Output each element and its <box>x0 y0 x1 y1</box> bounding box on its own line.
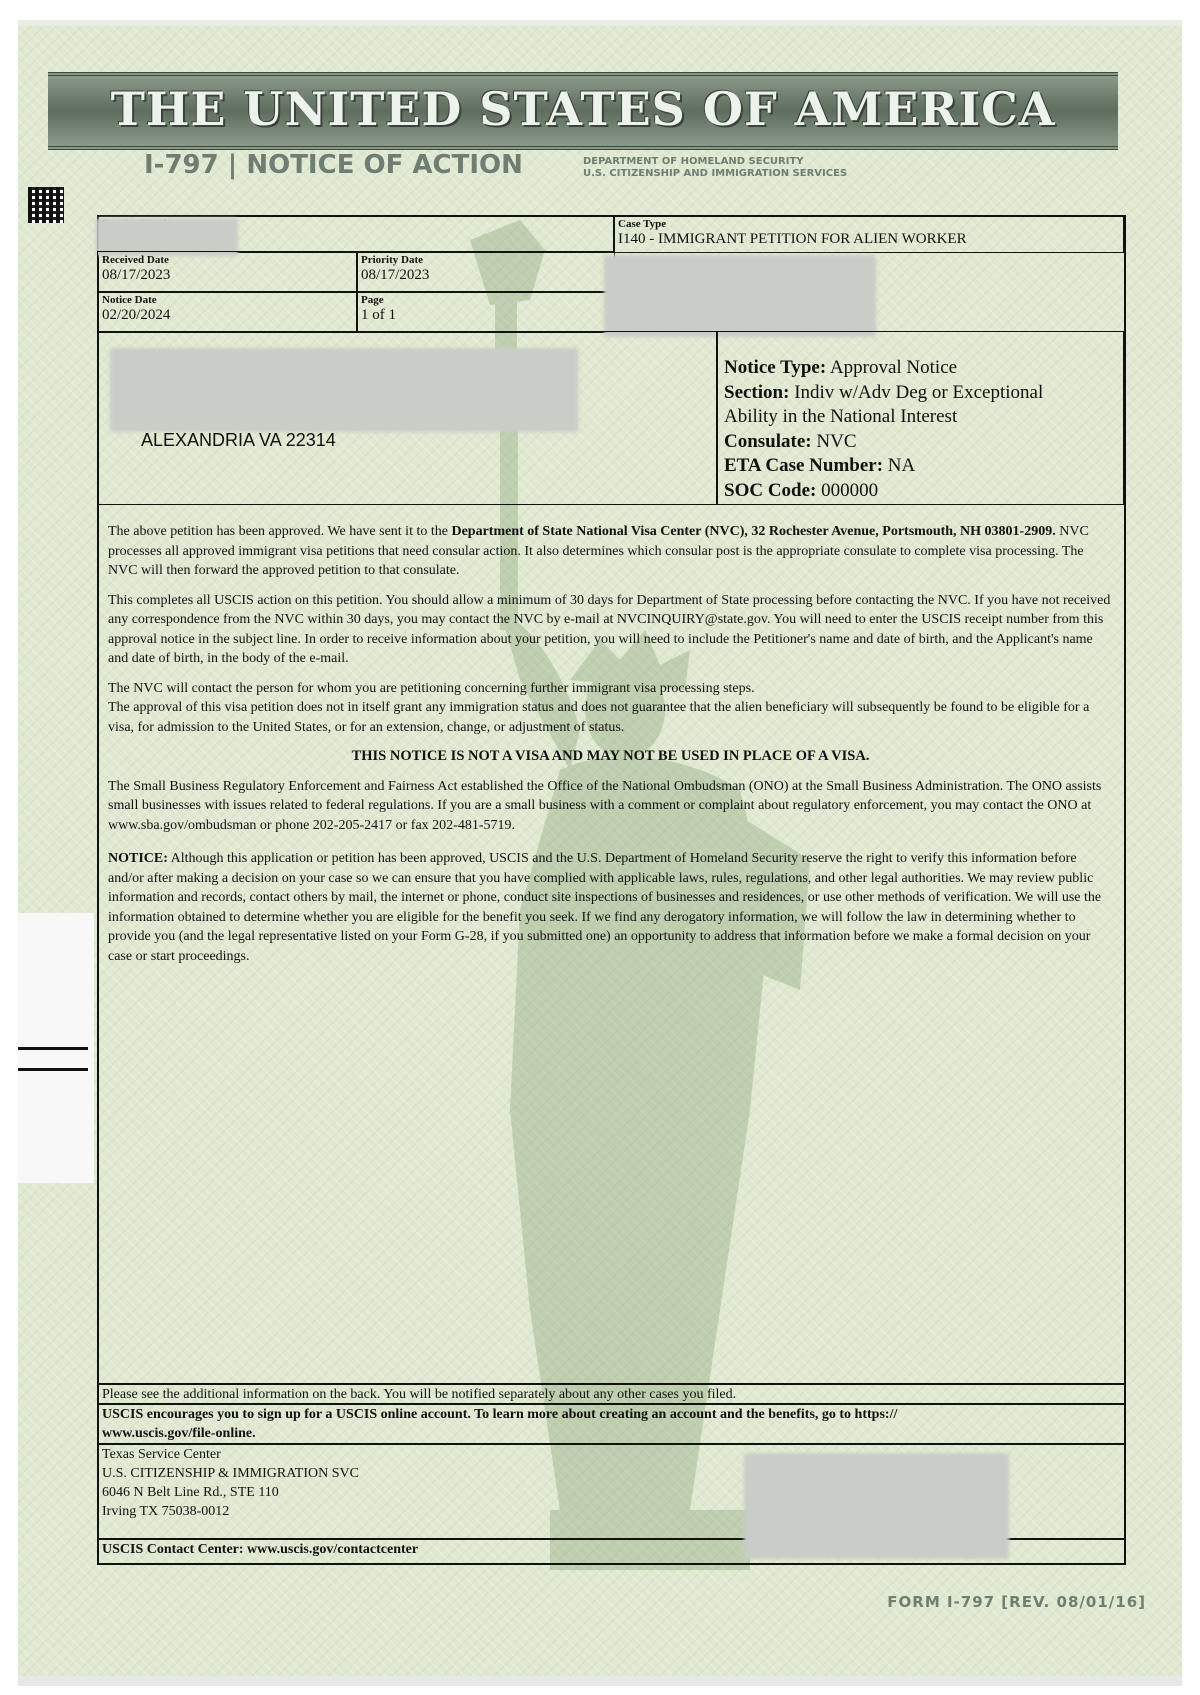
office-line-1: Texas Service Center <box>102 1447 221 1462</box>
paragraph-status: The approval of this visa petition does not in itself grant any immigration status and does not guarantee that the alien beneficiary will subsequently be found to be eligible for a visa, for admission to the United States, or for an extension, change, or adjustment of status. <box>108 700 1090 735</box>
eta-label: ETA Case Number: <box>724 455 884 476</box>
priority-date-cell <box>356 251 615 293</box>
received-value: 08/17/2023 <box>102 267 171 283</box>
case-type-label: Case Type <box>618 218 667 230</box>
dept-line-1: DEPARTMENT OF HOMELAND SECURITY <box>583 156 804 167</box>
paragraph-approval <box>108 522 1113 581</box>
consulate-value: NVC <box>816 430 857 452</box>
form-title-text: I-797 | NOTICE OF ACTION <box>144 150 523 180</box>
notice-label: NOTICE: <box>108 851 168 866</box>
case-type-cell <box>613 215 1124 253</box>
contact-center: USCIS Contact Center: www.uscis.gov/contactcenter <box>102 1542 419 1557</box>
page-cell <box>356 291 615 333</box>
additional-info: Please see the additional information on the back. You will be notified separately about any other cases you filed. <box>102 1387 737 1402</box>
notice-date-label: Notice Date <box>102 294 157 306</box>
page-value: 1 of 1 <box>361 307 396 323</box>
address-city: ALEXANDRIA VA 22314 <box>141 430 336 450</box>
case-type-value: I140 - IMMIGRANT PETITION FOR ALIEN WORKER <box>618 231 967 247</box>
banner-title: THE UNITED STATES OF AMERICA <box>110 82 1056 136</box>
page-label: Page <box>361 294 384 306</box>
received-date-cell <box>97 251 358 293</box>
country-banner <box>48 72 1118 150</box>
notice-date-value: 02/20/2024 <box>102 307 171 323</box>
office-line-3: 6046 N Belt Line Rd., STE 110 <box>102 1485 279 1500</box>
notice-date-cell <box>97 291 358 333</box>
soc-label: SOC Code: <box>724 479 817 501</box>
form-revision: FORM I-797 [REV. 08/01/16] <box>887 1593 1146 1611</box>
paragraph-text: The above petition has been approved. We have sent it to the <box>108 524 452 539</box>
additional-info-row <box>97 1383 1126 1405</box>
paragraph-processing: This completes all USCIS action on this petition. You should allow a minimum of 30 days for Department of State processing before contacting the NVC. If you have not received any correspondence from the NVC within 30 days, you may contact the NVC by e-mail at NVCINQUIRY@state.gov. You will need to enter the USCIS receipt number from this approval notice in the subject line. In order to receive information about your petition, you will need to include the Petitioner's name and date of birth, and the Applicant's name and date of birth, in the body of the e-mail. <box>108 592 1111 666</box>
received-label: Received Date <box>102 254 169 266</box>
online-account-line-1: USCIS encourages you to sign up for a USCIS online account. To learn more about creating an account and the benefits, go to https:// <box>102 1407 898 1422</box>
paragraph-text: NVC processes all approved immigrant visa petitions that need consular action. It also determines which consular post is the appropriate consulate to complete visa processing. The NVC will then forward the approved petition to that consulate. <box>108 524 1089 578</box>
paragraph-ombudsman: The Small Business Regulatory Enforcement and Fairness Act established the Office of the National Ombudsman (ONO) at the Small Business Administration. The ONO assists small businesses with issues related to federal regulations. If you are a small business with a comment or complaint about regulatory enforcement, you may contact the ONO at www.sba.gov/ombudsman or phone 202-205-2417 or fax 202-481-5719. <box>108 778 1102 833</box>
redacted-address <box>110 348 578 432</box>
consulate-label: Consulate: <box>724 430 812 452</box>
office-line-2: U.S. CITIZENSHIP & IMMIGRATION SVC <box>102 1466 359 1481</box>
paragraph-notice <box>108 849 1113 966</box>
paragraph-nvc-contact: The NVC will contact the person for whom you are petitioning concerning further immigrant visa processing steps. <box>108 680 755 696</box>
priority-value: 08/17/2023 <box>361 267 430 283</box>
priority-label: Priority Date <box>361 254 423 266</box>
divider <box>18 1068 88 1071</box>
dept-line-2: U.S. CITIZENSHIP AND IMMIGRATION SERVICES <box>583 168 848 179</box>
section-value-1: Indiv w/Adv Deg or Exceptional <box>794 381 1044 403</box>
soc-value: 000000 <box>821 479 879 501</box>
divider <box>18 1047 88 1050</box>
eta-value: NA <box>887 455 916 476</box>
section-label: Section: <box>724 381 790 403</box>
online-account-line-2: www.uscis.gov/file-online. <box>102 1426 256 1441</box>
visa-warning: THIS NOTICE IS NOT A VISA AND MAY NOT BE USED IN PLACE OF A VISA. <box>351 748 870 764</box>
nvc-address: Department of State National Visa Center (NVC), 32 Rochester Avenue, Portsmouth, NH 03801-2909. <box>451 524 1056 539</box>
notice-body <box>108 522 1113 976</box>
redacted-barcode <box>744 1453 1009 1559</box>
barcode-icon <box>28 187 64 223</box>
online-account-row <box>97 1403 1126 1445</box>
paragraph-text: Although this application or petition has been approved, USCIS and the U.S. Department of Homeland Security reserve the right to verify this information before and/or after making a decision on your case so we can ensure that you have complied with applicable laws, rules, regulations, and other legal authorities. We may review public information and records, contact others by mail, the internet or phone, conduct site inspections of businesses and residences, or use other methods of verification. We will use the information obtained to determine whether you are eligible for the benefit you seek. If we find any derogatory information, we will follow the law in determining whether to provide you (and the legal representative listed on your Form G-28, if you submitted one) an opportunity to address that information before we make a formal decision on your case or start proceedings. <box>108 851 1102 964</box>
office-line-4: Irving TX 75038-0012 <box>102 1504 230 1519</box>
notice-type-label: Notice Type: <box>724 357 827 378</box>
section-value-2: Ability in the National Interest <box>724 406 958 427</box>
department-name <box>583 156 847 180</box>
redacted-beneficiary <box>604 255 876 337</box>
notice-info <box>724 356 1043 503</box>
notice-type-value: Approval Notice <box>829 357 958 378</box>
form-title <box>144 150 523 190</box>
